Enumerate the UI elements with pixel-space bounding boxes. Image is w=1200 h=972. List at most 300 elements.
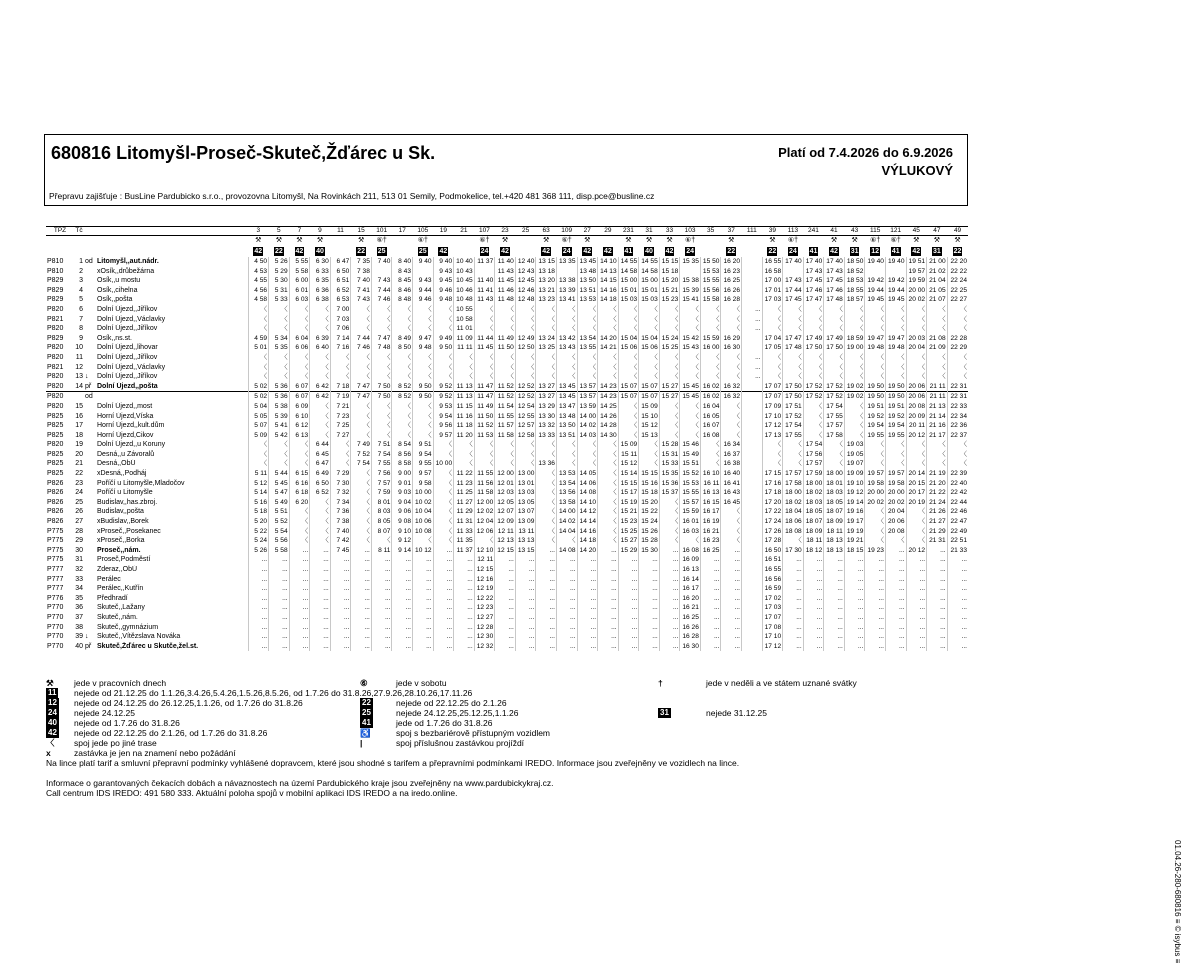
time-cell: ... — [310, 555, 331, 565]
time-cell: 〈 — [680, 324, 701, 334]
column-header-stop — [96, 227, 248, 236]
time-cell: 〈 — [865, 536, 886, 546]
time-cell: 〈 — [310, 498, 331, 508]
time-cell: ... — [783, 613, 804, 623]
time-cell: 15 56 — [700, 286, 721, 296]
time-cell: 〈 — [433, 536, 454, 546]
trip-symbol: ⚒ — [357, 237, 365, 245]
trip-code-cell — [885, 246, 906, 257]
time-cell: ... — [330, 623, 351, 633]
time-cell: 8 58 — [392, 459, 413, 469]
row-stop-name: xOsík,,drůbežárna — [97, 267, 155, 275]
time-cell: 19 52 — [885, 412, 906, 422]
time-cell: 16 25 — [680, 613, 701, 623]
time-cell: 〈 — [536, 488, 557, 498]
time-cell: 13 03 — [515, 488, 536, 498]
time-cell: 〈 — [289, 507, 310, 517]
time-cell: 15 00 — [618, 276, 639, 286]
row-tc: 38 — [75, 623, 83, 631]
time-cell: 〈 — [474, 324, 495, 334]
row-tc: 30 — [75, 546, 83, 554]
time-cell: 13 54 — [556, 479, 577, 489]
row-arr-dep — [84, 421, 96, 431]
time-cell: ... — [947, 613, 968, 623]
time-cell: 9 14 — [392, 546, 413, 556]
time-cell: 〈 — [598, 507, 619, 517]
trip-code-cell — [598, 246, 619, 257]
trip-symbol: ⚒ — [666, 237, 673, 245]
time-cell: 18 03 — [824, 488, 845, 498]
time-cell: 〈 — [721, 363, 742, 373]
time-cell: 11 45 — [474, 343, 495, 353]
time-cell: ... — [865, 603, 886, 613]
row-arr-dep — [84, 584, 96, 594]
time-cell: 〈 — [803, 315, 824, 325]
row-tpz: P829 — [47, 334, 64, 342]
time-cell: ... — [433, 555, 454, 565]
time-cell: 14 55 — [639, 257, 660, 267]
table-row — [46, 402, 968, 412]
time-cell: 14 08 — [577, 488, 598, 498]
time-cell: ... — [371, 613, 392, 623]
time-cell: 〈 — [248, 363, 269, 373]
time-cell: 〈 — [330, 440, 351, 450]
time-cell: 〈 — [947, 324, 968, 334]
time-cell: 12 22 — [474, 594, 495, 604]
time-cell: 13 27 — [536, 382, 557, 392]
legend-row — [46, 718, 946, 728]
time-cell: 16 05 — [700, 412, 721, 422]
time-cell: 17 57 — [783, 469, 804, 479]
time-cell: 〈 — [248, 450, 269, 460]
time-cell: 7 44 — [351, 334, 372, 344]
trip-number-header: 113 — [783, 227, 804, 236]
time-cell: 〈 — [515, 363, 536, 373]
trip-code-cell — [413, 246, 434, 257]
time-cell: 〈 — [803, 353, 824, 363]
trip-code-cell — [844, 246, 865, 257]
time-cell: 7 56 — [371, 469, 392, 479]
carrier-info: Přepravu zajišťuje : BusLine Pardubicko s.r.o., provozovna Litomyšl, Na Rovinkách 211, 513 01 Semily, Podmokelice, tel.+420 481 368 111, disp.pce@busline.cz — [49, 191, 655, 201]
time-cell: 〈 — [721, 431, 742, 441]
time-cell: 15 18 — [639, 488, 660, 498]
time-cell: ... — [310, 565, 331, 575]
time-cell: ... — [577, 555, 598, 565]
time-cell: 16 21 — [680, 603, 701, 613]
time-cell: 7 47 — [371, 334, 392, 344]
time-cell: 19 44 — [865, 286, 886, 296]
row-stop-name: Skuteč,,Lažany — [97, 604, 145, 612]
time-cell: 〈 — [824, 450, 845, 460]
time-cell: 12 01 — [495, 479, 516, 489]
time-cell: 15 10 — [639, 412, 660, 422]
trip-code-cell — [700, 246, 721, 257]
time-cell: ... — [803, 632, 824, 642]
trip-code-cell — [536, 246, 557, 257]
time-cell: ... — [803, 642, 824, 652]
time-cell: ... — [742, 363, 763, 373]
time-cell: 〈 — [639, 450, 660, 460]
row-arr-dep — [84, 412, 96, 422]
time-cell: 19 40 — [885, 257, 906, 267]
time-cell: ... — [824, 584, 845, 594]
time-cell: 〈 — [330, 450, 351, 460]
row-arr-dep — [84, 623, 96, 633]
row-tc: 29 — [75, 537, 83, 545]
time-cell: 21 07 — [927, 295, 948, 305]
symbol-spacer — [84, 236, 96, 247]
time-cell: ... — [289, 565, 310, 575]
time-cell: 〈 — [844, 363, 865, 373]
time-cell: 22 20 — [947, 257, 968, 267]
time-cell: 7 06 — [330, 324, 351, 334]
time-cell: 19 55 — [885, 431, 906, 441]
time-cell: 12 23 — [474, 603, 495, 613]
row-arr-dep — [84, 565, 96, 575]
time-cell: ... — [598, 642, 619, 652]
time-cell: 〈 — [330, 459, 351, 469]
time-cell: ... — [536, 613, 557, 623]
time-cell: ... — [330, 575, 351, 585]
time-cell: 15 24 — [659, 334, 680, 344]
time-cell: 11 54 — [495, 402, 516, 412]
row-tpz: P810 — [47, 267, 64, 275]
time-cell: 14 03 — [577, 431, 598, 441]
time-cell: 18 59 — [844, 334, 865, 344]
time-cell: 11 18 — [454, 421, 475, 431]
time-cell: 5 30 — [269, 276, 290, 286]
time-cell: 〈 — [885, 459, 906, 469]
time-cell: 21 08 — [927, 334, 948, 344]
time-cell: 6 50 — [310, 479, 331, 489]
time-cell: 15 35 — [659, 469, 680, 479]
time-cell: ... — [269, 555, 290, 565]
time-cell: 〈 — [289, 363, 310, 373]
time-cell: ... — [824, 594, 845, 604]
time-cell — [680, 267, 701, 277]
time-cell: 8 05 — [371, 517, 392, 527]
time-cell: ... — [947, 603, 968, 613]
time-cell: ... — [536, 555, 557, 565]
time-cell: ... — [433, 584, 454, 594]
time-cell: 〈 — [639, 315, 660, 325]
trip-symbol: ⚒ — [275, 237, 282, 245]
time-cell: 15 45 — [680, 392, 701, 402]
time-cell: 〈 — [536, 498, 557, 508]
time-cell: ... — [659, 594, 680, 604]
time-cell: 〈 — [598, 517, 619, 527]
time-cell: 17 49 — [824, 334, 845, 344]
time-cell: 〈 — [803, 372, 824, 382]
time-cell: 〈 — [248, 353, 269, 363]
time-cell: 〈 — [371, 315, 392, 325]
trip-code-cell — [433, 246, 454, 257]
row-tc: 23 — [75, 479, 83, 487]
time-cell: ... — [351, 623, 372, 633]
time-cell: ... — [803, 613, 824, 623]
time-cell — [742, 402, 763, 412]
time-cell: 5 05 — [248, 412, 269, 422]
time-cell: ... — [865, 575, 886, 585]
time-cell: 16 01 — [680, 517, 701, 527]
time-cell: 〈 — [351, 488, 372, 498]
trip-number-header: 3 — [248, 227, 269, 236]
row-tpz: P770 — [47, 613, 64, 621]
time-cell: ... — [824, 613, 845, 623]
row-stop-name: Proseč,,nám. — [97, 546, 141, 554]
row-tc: 40 — [75, 642, 83, 650]
time-cell: 8 50 — [392, 343, 413, 353]
time-cell: ... — [248, 584, 269, 594]
time-cell: 〈 — [556, 305, 577, 315]
time-cell — [783, 267, 804, 277]
time-cell: 〈 — [413, 412, 434, 422]
time-cell: 〈 — [536, 450, 557, 460]
time-cell: ... — [433, 623, 454, 633]
time-cell: ... — [269, 613, 290, 623]
time-cell: 〈 — [947, 353, 968, 363]
time-cell: 14 58 — [639, 267, 660, 277]
time-cell: 21 04 — [927, 276, 948, 286]
time-cell: ... — [454, 613, 475, 623]
row-arr-dep: př — [85, 642, 92, 650]
time-cell: ... — [947, 594, 968, 604]
time-cell: 12 10 — [474, 546, 495, 556]
time-cell: 20 19 — [906, 498, 927, 508]
trip-number-header: 111 — [742, 227, 763, 236]
time-cell: ... — [927, 603, 948, 613]
time-cell: 9 50 — [413, 382, 434, 392]
time-cell: ... — [783, 603, 804, 613]
trip-symbol: ⚒ — [296, 237, 303, 245]
time-cell: 〈 — [433, 372, 454, 382]
time-cell: 13 18 — [536, 267, 557, 277]
time-cell: 19 44 — [885, 286, 906, 296]
time-cell: 10 43 — [454, 267, 475, 277]
time-cell: ... — [495, 594, 516, 604]
time-cell: 〈 — [721, 507, 742, 517]
time-cell — [742, 267, 763, 277]
time-cell: 5 14 — [248, 488, 269, 498]
time-cell: ... — [598, 632, 619, 642]
time-cell: 22 33 — [947, 402, 968, 412]
time-cell: 15 37 — [659, 488, 680, 498]
row-stop-name: Dolní Újezd,,Václavky — [97, 363, 166, 371]
time-cell: 17 00 — [762, 276, 783, 286]
trip-code-cell — [927, 246, 948, 257]
time-cell: 〈 — [310, 324, 331, 334]
time-cell: 9 12 — [392, 536, 413, 546]
time-cell — [742, 440, 763, 450]
time-cell: 15 14 — [618, 469, 639, 479]
legend-text: spoj s bezbariérově přístupným vozidlem — [396, 728, 551, 738]
row-arr-dep — [84, 276, 96, 286]
time-cell: 〈 — [803, 421, 824, 431]
time-cell: ... — [742, 324, 763, 334]
time-cell: 8 56 — [392, 450, 413, 460]
time-cell: 12 11 — [474, 555, 495, 565]
time-cell: 17 54 — [824, 402, 845, 412]
time-cell: 6 20 — [289, 498, 310, 508]
time-cell: 13 50 — [556, 421, 577, 431]
time-cell: 11 49 — [474, 402, 495, 412]
time-cell: 10 06 — [413, 517, 434, 527]
time-cell: ... — [392, 555, 413, 565]
time-cell: 5 33 — [269, 295, 290, 305]
row-tpz: P775 — [47, 556, 64, 564]
time-cell: ... — [947, 623, 968, 633]
time-cell: 〈 — [433, 324, 454, 334]
trip-code-badge: 42 — [542, 248, 551, 255]
time-cell: 12 00 — [474, 498, 495, 508]
row-stop-name: Zderaz,,ObÚ — [97, 566, 138, 573]
time-cell: 9 58 — [413, 479, 434, 489]
time-cell: 〈 — [577, 305, 598, 315]
time-cell: ... — [598, 603, 619, 613]
time-cell: 〈 — [556, 440, 577, 450]
time-cell: 6 07 — [289, 382, 310, 392]
time-cell: ... — [947, 632, 968, 642]
time-cell: 〈 — [310, 363, 331, 373]
time-cell: 14 23 — [598, 392, 619, 402]
time-cell: 〈 — [844, 315, 865, 325]
time-cell: 6 10 — [289, 412, 310, 422]
time-cell: 9 04 — [392, 498, 413, 508]
time-cell: 16 02 — [700, 392, 721, 402]
symbol-spacer — [46, 236, 74, 247]
time-cell: ... — [598, 584, 619, 594]
time-cell: 〈 — [865, 372, 886, 382]
row-tc: 16 — [75, 412, 83, 420]
time-cell: ... — [330, 565, 351, 575]
time-cell: 6 03 — [289, 295, 310, 305]
time-cell: 7 40 — [330, 527, 351, 537]
time-cell: 6 39 — [310, 334, 331, 344]
time-cell: 〈 — [310, 412, 331, 422]
time-cell: 20 14 — [906, 469, 927, 479]
time-cell: ... — [865, 555, 886, 565]
time-cell: 〈 — [885, 536, 906, 546]
time-cell: 18 15 — [844, 546, 865, 556]
time-cell: ... — [618, 623, 639, 633]
time-cell: 13 41 — [556, 295, 577, 305]
time-cell: ... — [844, 613, 865, 623]
time-cell: ... — [947, 642, 968, 652]
time-cell: 16 30 — [680, 642, 701, 652]
time-cell: 〈 — [598, 459, 619, 469]
time-cell: 〈 — [556, 459, 577, 469]
time-cell: 〈 — [762, 324, 783, 334]
time-cell: 〈 — [351, 507, 372, 517]
trip-code-badge: 42 — [439, 248, 448, 255]
time-cell: 19 02 — [844, 382, 865, 392]
time-cell: 〈 — [330, 363, 351, 373]
trip-symbol: ⚒ — [913, 237, 920, 245]
row-arr-dep — [84, 295, 96, 305]
symbol-spacer — [96, 236, 248, 247]
time-cell: ... — [330, 584, 351, 594]
time-cell: 〈 — [927, 440, 948, 450]
time-cell: 13 45 — [577, 257, 598, 267]
time-cell: 21 24 — [927, 498, 948, 508]
time-cell: ... — [618, 594, 639, 604]
trip-number-header: 29 — [598, 227, 619, 236]
time-cell: ... — [289, 555, 310, 565]
legend-key: 11 — [48, 688, 57, 697]
time-cell: 12 02 — [474, 507, 495, 517]
time-cell: 〈 — [824, 372, 845, 382]
time-cell: 12 06 — [474, 527, 495, 537]
row-tc: 11 — [75, 353, 83, 361]
time-cell: 19 45 — [865, 295, 886, 305]
time-cell: 〈 — [556, 315, 577, 325]
time-cell: 17 08 — [762, 623, 783, 633]
time-cell: ... — [618, 613, 639, 623]
time-cell: ... — [330, 555, 351, 565]
time-cell: 〈 — [885, 315, 906, 325]
code-spacer — [84, 246, 96, 257]
time-cell — [556, 267, 577, 277]
time-cell: 〈 — [515, 372, 536, 382]
trip-symbol: ⚒ — [830, 237, 838, 245]
time-cell: 14 04 — [556, 527, 577, 537]
time-cell: 20 03 — [906, 334, 927, 344]
time-cell: 〈 — [906, 305, 927, 315]
table-row — [46, 642, 968, 652]
time-cell: 〈 — [598, 479, 619, 489]
time-cell: 〈 — [783, 450, 804, 460]
time-cell: ... — [269, 623, 290, 633]
time-cell: 14 05 — [577, 469, 598, 479]
time-cell: 13 38 — [556, 276, 577, 286]
time-cell: ... — [577, 642, 598, 652]
time-cell: 〈 — [433, 315, 454, 325]
row-tpz: P825 — [47, 422, 64, 430]
time-cell: ... — [639, 565, 660, 575]
time-cell: ... — [927, 546, 948, 556]
time-cell: 〈 — [495, 353, 516, 363]
time-cell: 18 00 — [783, 488, 804, 498]
time-cell: 〈 — [371, 412, 392, 422]
time-cell: 15 45 — [680, 382, 701, 392]
time-cell: 20 17 — [906, 488, 927, 498]
time-cell: 〈 — [803, 431, 824, 441]
time-cell: 〈 — [433, 363, 454, 373]
time-cell: 16 17 — [700, 507, 721, 517]
trip-code-badge: 24 — [480, 248, 489, 255]
time-cell: ... — [844, 642, 865, 652]
time-cell: 〈 — [885, 372, 906, 382]
time-cell: 11 16 — [454, 412, 475, 422]
time-cell: 〈 — [824, 305, 845, 315]
table-row — [46, 343, 968, 353]
time-cell: 〈 — [515, 324, 536, 334]
time-cell: 〈 — [495, 372, 516, 382]
time-cell: 12 15 — [474, 565, 495, 575]
time-cell: 16 08 — [700, 431, 721, 441]
time-cell: ... — [618, 565, 639, 575]
time-cell: 6 00 — [289, 276, 310, 286]
time-cell: 14 23 — [598, 382, 619, 392]
table-row — [46, 267, 968, 277]
time-cell: 19 14 — [844, 498, 865, 508]
validity: Platí od 7.4.2026 do 6.9.2026 — [778, 145, 953, 160]
time-cell: ... — [556, 642, 577, 652]
time-cell: 〈 — [351, 517, 372, 527]
time-cell: 9 00 — [392, 469, 413, 479]
time-cell: ... — [371, 623, 392, 633]
row-arr-dep: od — [84, 392, 96, 402]
